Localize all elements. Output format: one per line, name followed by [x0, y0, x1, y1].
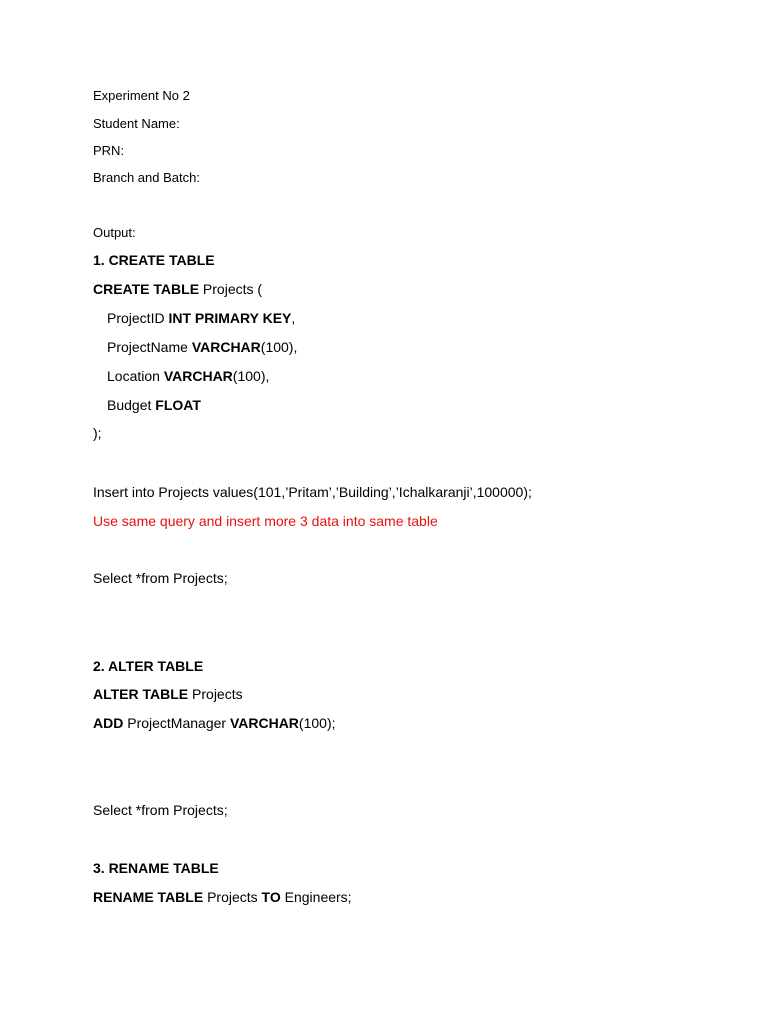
section-heading-create: 1. CREATE TABLE — [93, 252, 215, 268]
keyword: VARCHAR — [229, 715, 299, 731]
keyword: VARCHAR — [191, 339, 261, 355]
code-text: ProjectID — [107, 310, 169, 326]
code-text: Location — [107, 368, 164, 384]
keyword: VARCHAR — [163, 368, 233, 384]
branch-batch-label: Branch and Batch: — [93, 170, 200, 185]
code-text: , — [291, 310, 296, 326]
code-text: ProjectName — [107, 339, 192, 355]
select-statement-2: Select *from Projects; — [93, 802, 228, 818]
keyword: RENAME TABLE — [93, 889, 204, 905]
rename-statement — [93, 890, 352, 904]
column-projectid — [107, 311, 295, 325]
alter-statement — [93, 687, 243, 701]
code-text: (100); — [298, 715, 336, 731]
keyword: FLOAT — [155, 397, 201, 413]
create-statement — [93, 282, 262, 296]
prn-label: PRN: — [93, 143, 125, 158]
code-text: (100), — [232, 368, 270, 384]
keyword: ALTER TABLE — [93, 686, 189, 702]
column-budget — [107, 398, 201, 412]
code-text: (100), — [260, 339, 298, 355]
select-statement-1: Select *from Projects; — [93, 570, 228, 586]
keyword: TO — [261, 889, 281, 905]
code-text: Engineers; — [280, 889, 352, 905]
keyword: INT PRIMARY KEY — [168, 310, 292, 326]
keyword: ADD — [93, 715, 124, 731]
create-close: ); — [93, 425, 102, 441]
add-column-statement — [93, 716, 336, 730]
code-text: Projects — [188, 686, 243, 702]
insert-statement: Insert into Projects values(101,’Pritam’,’Building’,’Ichalkaranji’,100000); — [93, 484, 532, 500]
section-heading-alter: 2. ALTER TABLE — [93, 658, 204, 674]
instruction-note: Use same query and insert more 3 data into same table — [93, 513, 438, 529]
section-heading-rename: 3. RENAME TABLE — [93, 860, 219, 876]
code-text: Budget — [107, 397, 156, 413]
code-text: Projects ( — [199, 281, 263, 297]
code-text: Projects — [203, 889, 262, 905]
column-projectname — [107, 340, 297, 354]
column-location — [107, 369, 269, 383]
code-text: ProjectManager — [123, 715, 230, 731]
experiment-title: Experiment No 2 — [93, 88, 190, 103]
keyword: CREATE TABLE — [93, 281, 200, 297]
student-name-label: Student Name: — [93, 116, 180, 131]
output-label: Output: — [93, 225, 136, 240]
